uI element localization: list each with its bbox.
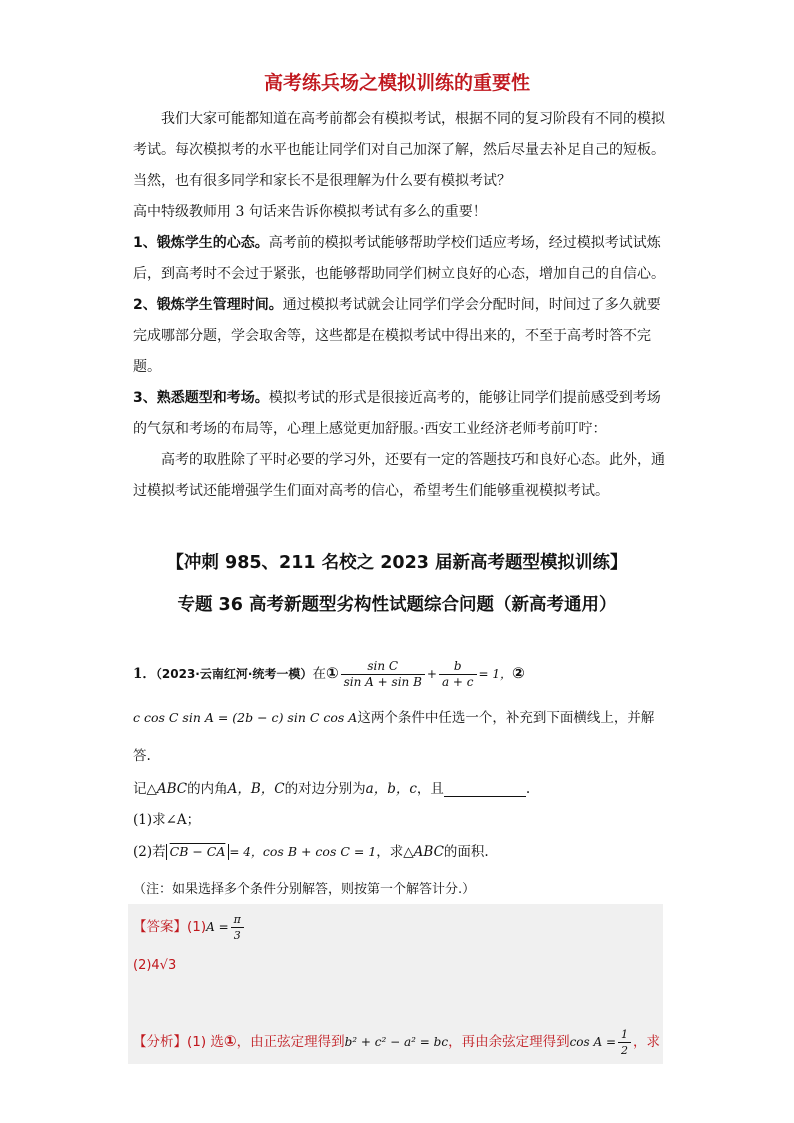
intro-para: 完成哪部分题，学会取舍等，这些都是在模拟考试中得出来的，不至于高考时答不完题。: [133, 328, 651, 375]
option-1-mark: ①: [325, 664, 339, 682]
analysis-denominator: 2: [621, 1044, 629, 1057]
fraction-1: [341, 659, 425, 690]
given-text: .: [525, 781, 531, 797]
analysis-numerator: 1: [618, 1027, 631, 1043]
analysis-text: (1) 选: [187, 1034, 224, 1050]
intro-para: 高中特级教师用 3 句话来告诉你模拟考试有多么的重要！: [133, 204, 487, 220]
vector-magnitude: [166, 844, 230, 860]
point-1-text: 高考前的模拟考试能够帮助学校们适应考场，经过模拟考试试炼: [268, 235, 661, 251]
answer-blank: [444, 782, 526, 797]
intro-para: 我们大家可能都知道在高考前都会有模拟考试，根据不同的复习阶段有不同的模拟: [161, 111, 665, 127]
question-source: （2023·云南红河·统考一模）: [155, 667, 313, 681]
vector-expression: CB − CA: [169, 844, 226, 859]
given-text: 的内角: [187, 781, 228, 797]
point-2-heading: 2、锻炼学生管理时间。: [133, 297, 283, 313]
given-line: [133, 777, 673, 797]
analysis-text: ，由正弦定理得到: [236, 1034, 345, 1050]
point-3-text: 模拟考试的形式是很接近高考的，能够让同学们提前感受到考场: [268, 390, 661, 406]
answer-line-1: [133, 910, 673, 944]
triangle-name: ABC: [413, 844, 444, 860]
option-2-mark: ②: [512, 664, 525, 682]
answer-label: 【答案】: [133, 919, 187, 935]
answer-part-1-label: (1): [187, 919, 207, 935]
equals-one: = 1，: [478, 667, 513, 681]
intro-para: 后，到高考时不会过于紧张，也能够帮助同学们树立良好的心态，增加自己的自信心。: [133, 266, 665, 282]
answer-1-fraction: [231, 912, 244, 943]
section-title: 【冲刺 985、211 名校之 2023 届新高考题型模拟训练】: [166, 553, 628, 573]
point-3: [133, 383, 673, 414]
analysis-label: 【分析】: [133, 1034, 187, 1050]
intro-body: [133, 104, 673, 507]
part-2-label: (2)若: [133, 844, 166, 860]
question-line-1: [133, 653, 673, 694]
part-2: [133, 840, 673, 860]
fraction-1-numerator: sin C: [341, 659, 425, 675]
fraction-2-denominator: a + c: [441, 675, 474, 689]
sides: a，b，c: [365, 781, 417, 797]
intro-title: 高考练兵场之模拟训练的重要性: [263, 72, 530, 94]
condition-2-formula: c cos C sin A = (2b − c) sin C cos A: [133, 710, 358, 725]
point-2-text: 通过模拟考试就会让同学们学会分配时间，时间过了多久就要: [282, 297, 661, 313]
fraction-2: [439, 659, 477, 690]
question-note: （注：如果选择多个条件分别解答，则按第一个解答计分.）: [133, 882, 476, 897]
point-1: [133, 228, 673, 259]
point-1-heading: 1、锻炼学生的心态。: [133, 235, 269, 251]
question-line-3: 答.: [133, 748, 151, 764]
part-1: (1)求∠A；: [133, 812, 201, 828]
fraction-1-denominator: sin A + sin B: [343, 675, 422, 689]
answer-line-2: (2)4√3: [133, 958, 177, 973]
question-text: 在: [312, 666, 326, 682]
analysis-option-mark: ①: [223, 1032, 237, 1050]
analysis-cos: cos A =: [569, 1035, 617, 1049]
point-2: [133, 290, 673, 321]
intro-para: 的气氛和考场的布局等，心理上感觉更加舒服。·西安工业经济老师考前叮咛：: [133, 421, 607, 437]
answer-1-numerator: π: [231, 912, 244, 928]
question-number: 1．: [133, 666, 156, 682]
question-text: 这两个条件中任选一个，补充到下面横线上，并解: [357, 710, 655, 726]
analysis-line: [133, 1024, 673, 1059]
intro-para: 过模拟考试还能增强学生们面对高考的信心，希望考生们能够重视模拟考试。: [133, 483, 609, 499]
given-text: 记△: [133, 781, 157, 797]
vector-equals: = 4，: [229, 845, 263, 859]
analysis-text: ，求: [633, 1034, 661, 1050]
section-subtitle: 专题 36 高考新题型劣构性试题综合问题（新高考通用）: [177, 595, 617, 615]
intro-para: 考试。每次模拟考的水平也能让同学们对自己加深了解，然后尽量去补足自己的短板。: [133, 142, 665, 158]
given-text: 的对边分别为: [284, 781, 366, 797]
analysis-fraction: [618, 1027, 631, 1058]
plus-sign: +: [426, 667, 437, 681]
question-line-2: [133, 706, 673, 726]
point-3-heading: 3、熟悉题型和考场。: [133, 390, 269, 406]
answer-1-denominator: 3: [233, 929, 241, 942]
analysis-text: ，再由余弦定理得到: [448, 1034, 570, 1050]
analysis-equation: b² + c² − a² = bc: [344, 1035, 449, 1049]
given-text: ，且: [416, 781, 444, 797]
angles: A，B，C: [227, 781, 285, 797]
part-2-text: 的面积.: [443, 844, 489, 860]
intro-para: 高考的取胜除了平时必要的学习外，还要有一定的答题技巧和良好心态。此外，通: [161, 452, 665, 468]
intro-para: 当然，也有很多同学和家长不是很理解为什么要有模拟考试？: [133, 173, 511, 189]
cosine-condition: cos B + cos C = 1: [262, 844, 377, 859]
answer-1-lhs: A =: [206, 920, 229, 934]
part-2-text: ，求△: [376, 844, 414, 860]
fraction-2-numerator: b: [439, 659, 477, 675]
triangle-name: ABC: [156, 781, 188, 797]
